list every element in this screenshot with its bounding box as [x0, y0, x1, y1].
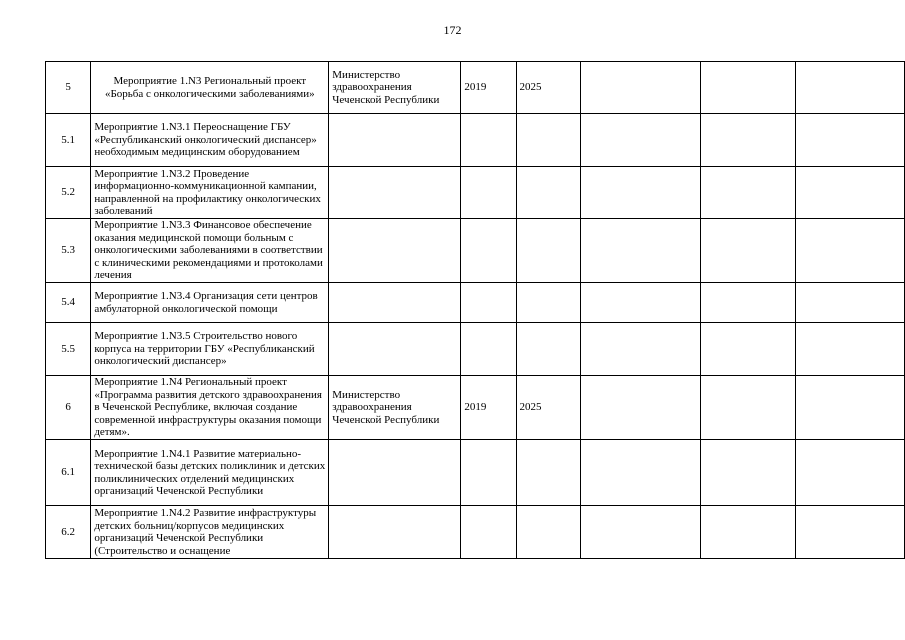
end-year	[516, 114, 580, 167]
table-row	[46, 167, 905, 219]
start-year	[461, 506, 516, 559]
empty-cell	[580, 62, 700, 114]
table-row	[46, 506, 905, 559]
end-year	[516, 506, 580, 559]
empty-cell	[580, 114, 700, 167]
empty-cell	[700, 323, 795, 376]
responsible-executor: Министерство здравоохранения Чеченской Республики	[329, 62, 461, 114]
activity-name: Мероприятие 1.N3.1 Переоснащение ГБУ «Республиканский онкологический диспансер» необходимым медицинским оборудованием	[91, 114, 329, 167]
activity-name: Мероприятие 1.N4.2 Развитие инфраструктуры детских больниц/корпусов медицинских организаций Чеченской Республики (Строительство и оснащение	[91, 506, 329, 559]
row-number: 6.1	[46, 440, 91, 506]
responsible-executor	[329, 506, 461, 559]
activity-name: Мероприятие 1.N3.5 Строительство нового корпуса на территории ГБУ «Республиканский онкологический диспансер»	[91, 323, 329, 376]
table-row	[46, 62, 905, 114]
start-year	[461, 219, 516, 283]
empty-cell	[795, 167, 904, 219]
empty-cell	[795, 506, 904, 559]
empty-cell	[580, 323, 700, 376]
responsible-executor	[329, 114, 461, 167]
start-year	[461, 167, 516, 219]
responsible-executor	[329, 219, 461, 283]
table-row	[46, 219, 905, 283]
empty-cell	[795, 283, 904, 323]
end-year	[516, 167, 580, 219]
end-year: 2025	[516, 62, 580, 114]
empty-cell	[700, 440, 795, 506]
activity-name: Мероприятие 1.N3.2 Проведение информационно-коммуникационной кампании, направленной на профилактику онкологических заболеваний	[91, 167, 329, 219]
empty-cell	[700, 114, 795, 167]
empty-cell	[795, 323, 904, 376]
empty-cell	[580, 219, 700, 283]
start-year	[461, 323, 516, 376]
table-row	[46, 440, 905, 506]
page-number: 172	[443, 23, 462, 37]
row-number: 5	[46, 62, 91, 114]
empty-cell	[580, 440, 700, 506]
empty-cell	[580, 283, 700, 323]
empty-cell	[795, 376, 904, 440]
activity-name: Мероприятие 1.N3.3 Финансовое обеспечение оказания медицинской помощи больным с онкологическими заболеваниями в соответствии с клиническими рекомендациями и протоколами лечения	[91, 219, 329, 283]
responsible-executor	[329, 283, 461, 323]
activity-name: Мероприятие 1.N4.1 Развитие материально-технической базы детских поликлиник и детских поликлинических отделений медицинских организаций Чеченской Республики	[91, 440, 329, 506]
table-row	[46, 283, 905, 323]
activity-name: Мероприятие 1.N3 Региональный проект «Борьба с онкологическими заболеваниями»	[91, 62, 329, 114]
row-number: 5.2	[46, 167, 91, 219]
responsible-executor	[329, 167, 461, 219]
activity-name: Мероприятие 1.N4 Региональный проект «Программа развития детского здравоохранения в Чеченской Республике, включая создание современной инфраструктуры оказания помощи детям».	[91, 376, 329, 440]
end-year	[516, 283, 580, 323]
responsible-executor: Министерство здравоохранения Чеченской Республики	[329, 376, 461, 440]
start-year	[461, 283, 516, 323]
table-row	[46, 114, 905, 167]
end-year	[516, 440, 580, 506]
start-year	[461, 114, 516, 167]
row-number: 5.1	[46, 114, 91, 167]
start-year: 2019	[461, 376, 516, 440]
program-activities-table	[45, 61, 905, 559]
empty-cell	[795, 440, 904, 506]
empty-cell	[700, 376, 795, 440]
end-year: 2025	[516, 376, 580, 440]
table-row	[46, 323, 905, 376]
start-year	[461, 440, 516, 506]
row-number: 6	[46, 376, 91, 440]
responsible-executor	[329, 323, 461, 376]
row-number: 6.2	[46, 506, 91, 559]
empty-cell	[795, 62, 904, 114]
empty-cell	[700, 506, 795, 559]
row-number: 5.3	[46, 219, 91, 283]
empty-cell	[700, 219, 795, 283]
empty-cell	[700, 283, 795, 323]
end-year	[516, 323, 580, 376]
start-year: 2019	[461, 62, 516, 114]
end-year	[516, 219, 580, 283]
row-number: 5.4	[46, 283, 91, 323]
table-row	[46, 376, 905, 440]
empty-cell	[795, 114, 904, 167]
activity-name: Мероприятие 1.N3.4 Организация сети центров амбулаторной онкологической помощи	[91, 283, 329, 323]
empty-cell	[580, 506, 700, 559]
empty-cell	[580, 167, 700, 219]
row-number: 5.5	[46, 323, 91, 376]
empty-cell	[700, 167, 795, 219]
empty-cell	[700, 62, 795, 114]
empty-cell	[580, 376, 700, 440]
empty-cell	[795, 219, 904, 283]
responsible-executor	[329, 440, 461, 506]
